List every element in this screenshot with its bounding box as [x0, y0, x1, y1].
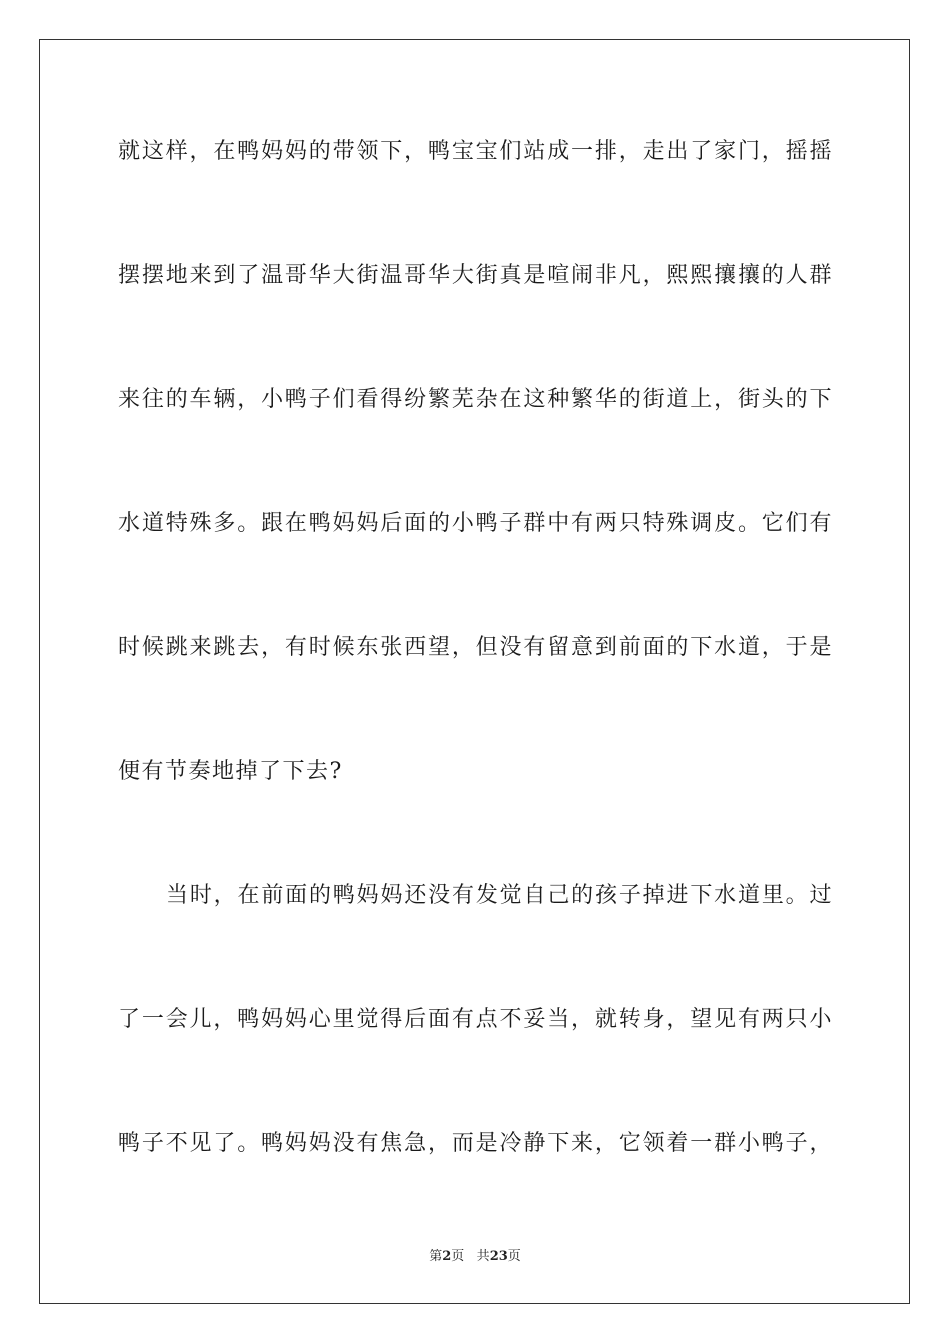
text-line-3: 来往的车辆，小鸭子们看得纷繁芜杂在这种繁华的街道上，街头的下	[118, 387, 833, 412]
text-line-4: 水道特殊多。跟在鸭妈妈后面的小鸭子群中有两只特殊调皮。它们有	[118, 511, 833, 536]
text-line-2: 摆摆地来到了温哥华大街温哥华大街真是喧闹非凡，熙熙攘攘的人群	[118, 263, 833, 288]
total-prefix: 共	[476, 1249, 490, 1264]
text-line-9: 鸭子不见了。鸭妈妈没有焦急，而是冷静下来，它领着一群小鸭子，	[118, 1131, 833, 1156]
page-suffix: 页	[451, 1249, 465, 1264]
total-pages: 23	[489, 1249, 508, 1264]
text-line-1: 就这样，在鸭妈妈的带领下，鸭宝宝们站成一排，走出了家门，摇摇	[118, 139, 833, 164]
text-line-7: 当时，在前面的鸭妈妈还没有发觉自己的孩子掉进下水道里。过	[166, 883, 833, 908]
page-number: 2	[442, 1249, 452, 1264]
page-border	[39, 39, 910, 1304]
text-line-5: 时候跳来跳去，有时候东张西望，但没有留意到前面的下水道，于是	[118, 635, 833, 660]
page-footer	[0, 1248, 950, 1266]
total-suffix: 页	[507, 1249, 521, 1264]
text-line-6: 便有节奏地掉了下去?	[118, 759, 343, 784]
page-prefix: 第	[429, 1249, 443, 1264]
text-line-8: 了一会儿，鸭妈妈心里觉得后面有点不妥当，就转身，望见有两只小	[118, 1007, 833, 1032]
